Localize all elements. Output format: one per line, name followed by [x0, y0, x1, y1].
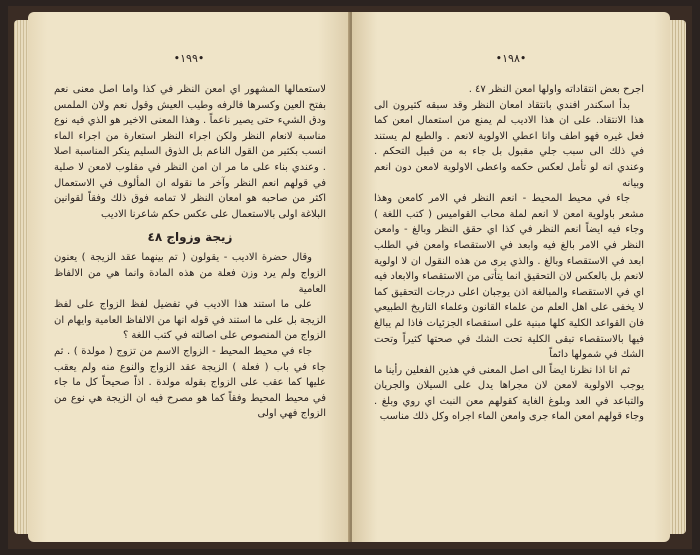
- right-page-number: •١٩٨•: [495, 52, 527, 65]
- right-page: [352, 12, 670, 542]
- paragraph: بدأ اسكندر افندي بانتقاد امعان النظر وقد سبقه كثيرون الى هذا الانتقاد. على ان هذا الاديب لم يمنع من استعمال امعن كما فعل غيره فهو اطف وانا اعطي الاولوية لانعم . والطبع لم يستند في ذلك الى سبب جلي مقبول بل جاء به من قبيل التحكم . وعندي انه لو تأمل لعكس حكمه واعطى الاولوية لامعن دون انعم وبيانه: [374, 99, 644, 189]
- paragraph: جاء في محيط المحيط - انعم النظر في الامر كامعن وهذا مشعر باولوية امعن لا انعم لملة محاب القواميس ( كتب اللغة ) وجاء فيه ايضاً انعم النظر في كذا اي حقق النظر وبالغ - وامعن النظر في الامر بالغ فيه وابعد في الاستقصاء وامعن في الطلب ابعد في الاستقصاء وبالغ . والذي يرى من هذه النقول ان لا اولوية لانعم بل بالعكس لان التحقيق انما يتأتى من الاستقصاء والابعاد فيه اي في الاستقصاء والمبالغة اذن يوجبان اعلى درجات التحقيق كما لا يخفى على اهل العلم من علماء القانون وعلماء التاريخ الطبيعي فان القواعد الكلية كلها مبنية على استقصاء الجزئيات فاذا لم يبالغ فيها بالاستقصاء تبقى الكلية تحت الشك في صحتها كثيراً وتحت الشك في شمولها دائماً: [374, 193, 644, 361]
- page-edges-left: [14, 20, 28, 534]
- paragraph: لاستعمالها المشهور اي امعن النظر في كذا واما اصل معنى نعم بفتح العين وكسرها فالرفه وطيب العيش وقول نعم ولان الملمس ودق الشيء حتى يصير ناعماً . وهذا المعنى الاخير هو الذي فيه نوع مناسبة لانعام النظر ولكن اجراء النظر استعارة من اجراء الماء انسب بكثير من القول الناعم بل الذوق السليم ينكر المناسبة اصلا . وعندي بناء على ما مر ان امن النظر في مقلوب لامعن لا صلية في قولهم انعم النظر وآخر ما نقوله ان المألوف في الاستعمال اكثر من صاحبه هو امعان النظر لا تمامه فوق ذلك وفقاً لقوانين البلاغة اولى بالاستعمال على عكس حكم شاعرنا الاديب: [54, 84, 326, 220]
- left-page-text: [54, 82, 326, 422]
- open-book: [8, 6, 692, 549]
- left-page-number: •١٩٩•: [173, 52, 205, 65]
- paragraph: جاء في محيط المحيط - الزواج الاسم من تزوج ( مولدة ) . ثم جاء في باب ( فعلة ) الزيجة عقد الزواج والنوع منه ولم يعقب عليها كما عقب على الزواج بقوله مولدة . اذاً صحيحاً كل ما جاء في محيط المحيط وفقاً كما هو مصرح فيه ان الزيجة هي نوع من الزواج فهي اولى: [54, 345, 326, 420]
- left-page: [28, 12, 350, 542]
- right-page-text: [374, 82, 644, 425]
- section-heading: زيجة وزواج ٤٨: [147, 230, 233, 245]
- paragraph: ثم انا اذا نظرنا ايضاً الى اصل المعنى في هذين الفعلين رأينا ما يوجب الاولوية لامعن لان مجراها يدل على السيلان والجريان والتباعد في العد وبلوغ الغاية كقولهم معن النبت اي روي وبلغ . وجاء قولهم امعن الماء جرى وامعن الماء اجراه وكل ذلك مناسب: [374, 364, 644, 423]
- paragraph: على ما استند هذا الاديب في تفضيل لفظ الزواج على لفظ الزيجة بل على ما استند في قوله انها من الالفاظ العامية وايهام ان الزواج من المنصوص على اصالته في كتب اللغة ؟: [54, 299, 326, 342]
- paragraph: وقال حضرة الاديب - يقولون ( تم بينهما عقد الزيجة ) يعنون الزواج ولم يرد وزن فعلة من هذه المادة وانما هي من الالفاظ العامية: [54, 252, 326, 295]
- paragraph: اجرح بعض انتقاداته واولها امعن النظر ٤٧ .: [468, 84, 644, 95]
- page-edges-right: [670, 20, 686, 534]
